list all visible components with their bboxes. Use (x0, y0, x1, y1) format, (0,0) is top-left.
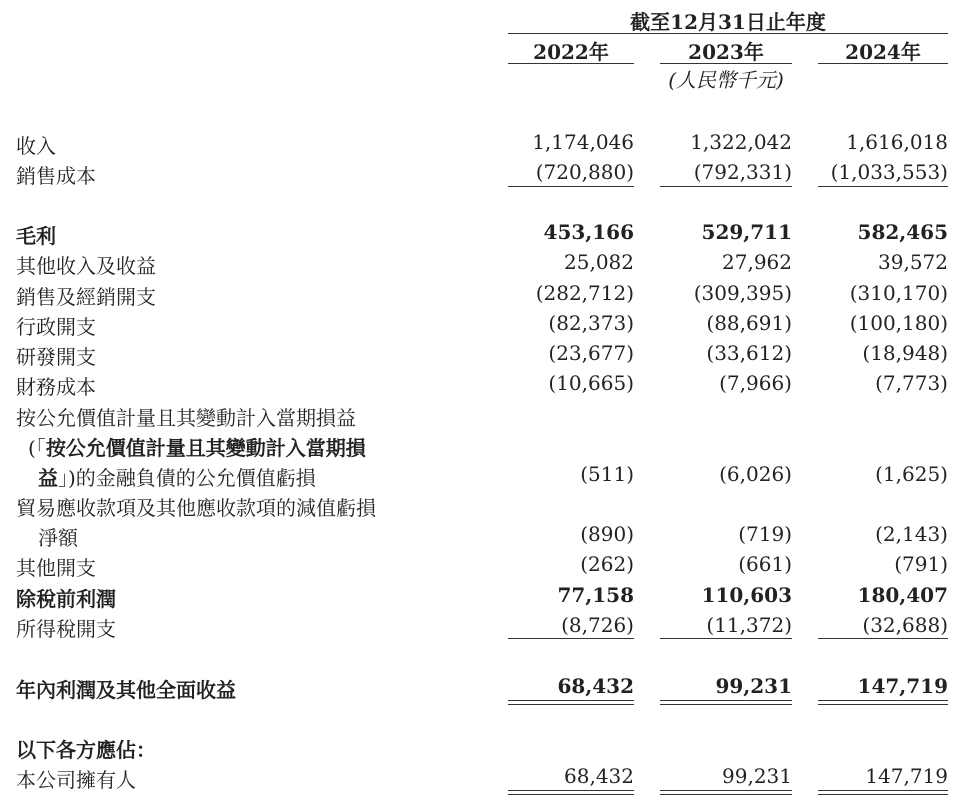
income-tax-label: 所得稅開支 (16, 617, 116, 641)
admin-expenses-2023: (88,691) (706, 311, 792, 335)
owners-double-line-2023 (660, 790, 792, 795)
profit-before-tax-2022: 77,158 (557, 583, 634, 607)
period-header: 截至12月31日止年度 (630, 10, 826, 34)
selling-expenses-label: 銷售及經銷開支 (16, 285, 156, 309)
attributable-to-label: 以下各方應佔： (16, 738, 156, 762)
owners-2022: 68,432 (564, 764, 634, 788)
cost-of-sales-2024: (1,033,553) (830, 160, 948, 184)
profit-before-tax-2024: 180,407 (857, 583, 948, 607)
owners-label: 本公司擁有人 (16, 768, 136, 792)
income-tax-2022: (8,726) (561, 613, 634, 637)
fvtpl-2023: (6,026) (719, 462, 792, 486)
fvtpl-label-bold-end: 益 (38, 466, 58, 490)
revenue-2022: 1,174,046 (532, 130, 634, 154)
year-2022-underline (508, 63, 634, 64)
owners-double-line-2024 (818, 790, 948, 795)
fvtpl-2022: (511) (580, 462, 634, 486)
year-2022-header: 2022年 (533, 40, 609, 64)
other-expenses-2024: (791) (894, 552, 948, 576)
profit-before-tax-2023: 110,603 (701, 583, 792, 607)
profit-for-year-2024: 147,719 (857, 674, 948, 698)
gross-profit-label: 毛利 (16, 224, 56, 248)
cost-of-sales-2023: (792,331) (693, 160, 792, 184)
gross-profit-2024: 582,465 (857, 220, 948, 244)
owners-2024: 147,719 (865, 764, 948, 788)
impairment-2023: (719) (738, 522, 792, 546)
total-double-line-2024 (818, 700, 948, 705)
income-tax-2024: (32,688) (862, 613, 948, 637)
tax-underline-2022 (508, 638, 634, 639)
gross-profit-2023: 529,711 (701, 220, 792, 244)
subtotal-line-2022 (508, 186, 634, 187)
impairment-2022: (890) (580, 522, 634, 546)
rd-expenses-2023: (33,612) (706, 341, 792, 365)
admin-expenses-2022: (82,373) (548, 311, 634, 335)
fvtpl-label-open: (「 (28, 436, 46, 460)
selling-expenses-2023: (309,395) (693, 281, 792, 305)
other-expenses-label: 其他開支 (16, 556, 96, 580)
profit-for-year-2023: 99,231 (715, 674, 792, 698)
profit-for-year-label: 年內利潤及其他全面收益 (16, 678, 236, 702)
rd-expenses-2024: (18,948) (862, 341, 948, 365)
year-2024-header: 2024年 (845, 40, 921, 64)
impairment-label-line2: 淨額 (38, 526, 78, 550)
other-income-2022: 25,082 (564, 250, 634, 274)
fvtpl-2024: (1,625) (875, 462, 948, 486)
rd-expenses-label: 研發開支 (16, 345, 96, 369)
subtotal-line-2024 (818, 186, 948, 187)
admin-expenses-2024: (100,180) (849, 311, 948, 335)
impairment-label-line1: 貿易應收款項及其他應收款項的減值虧損 (16, 496, 376, 520)
finance-costs-2023: (7,966) (719, 371, 792, 395)
revenue-label: 收入 (16, 134, 56, 158)
tax-underline-2024 (818, 638, 948, 639)
owners-2023: 99,231 (722, 764, 792, 788)
cost-of-sales-label: 銷售成本 (16, 164, 96, 188)
other-expenses-2023: (661) (738, 552, 792, 576)
total-double-line-2022 (508, 700, 634, 705)
other-income-label: 其他收入及收益 (16, 254, 156, 278)
currency-unit: (人民幣千元) (668, 68, 784, 92)
other-income-2023: 27,962 (722, 250, 792, 274)
admin-expenses-label: 行政開支 (16, 315, 96, 339)
period-underline (508, 33, 948, 34)
cost-of-sales-2022: (720,880) (535, 160, 634, 184)
finance-costs-label: 財務成本 (16, 375, 96, 399)
owners-double-line-2022 (508, 790, 634, 795)
finance-costs-2022: (10,665) (548, 371, 634, 395)
rd-expenses-2022: (23,677) (548, 341, 634, 365)
finance-costs-2024: (7,773) (875, 371, 948, 395)
fvtpl-label-rest: 」)的金融負債的公允價值虧損 (58, 466, 316, 490)
impairment-2024: (2,143) (875, 522, 948, 546)
fvtpl-label-line1: 按公允價值計量且其變動計入當期損益 (16, 406, 356, 430)
other-expenses-2022: (262) (580, 552, 634, 576)
other-income-2024: 39,572 (878, 250, 948, 274)
selling-expenses-2022: (282,712) (535, 281, 634, 305)
income-tax-2023: (11,372) (706, 613, 792, 637)
revenue-2023: 1,322,042 (690, 130, 792, 154)
revenue-2024: 1,616,018 (846, 130, 948, 154)
tax-underline-2023 (660, 638, 792, 639)
year-2023-header: 2023年 (688, 40, 764, 64)
selling-expenses-2024: (310,170) (849, 281, 948, 305)
total-double-line-2023 (660, 700, 792, 705)
fvtpl-label-line3 (38, 462, 316, 491)
year-2024-underline (818, 63, 948, 64)
profit-before-tax-label: 除稅前利潤 (16, 587, 116, 611)
subtotal-line-2023 (660, 186, 792, 187)
profit-for-year-2022: 68,432 (557, 674, 634, 698)
gross-profit-2022: 453,166 (543, 220, 634, 244)
fvtpl-label-bold-term: 按公允價值計量且其變動計入當期損 (45, 436, 366, 460)
fvtpl-label-line2 (28, 432, 366, 461)
